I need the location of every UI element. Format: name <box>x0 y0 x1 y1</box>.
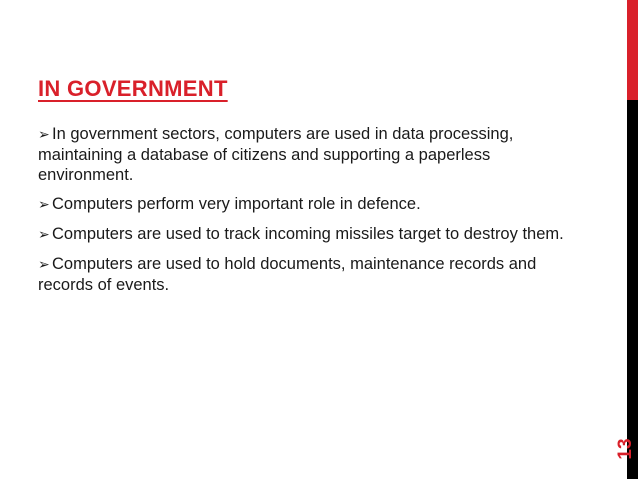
bullet-item <box>38 224 568 245</box>
bullet-list <box>38 124 568 304</box>
sidebar-dark-bar <box>627 100 638 479</box>
bullet-text: Computers are used to hold documents, maintenance records and records of events. <box>38 255 537 294</box>
slide-title: IN GOVERNMENT <box>38 76 228 101</box>
bullet-item <box>38 254 568 295</box>
sidebar-accent-bar <box>627 0 638 100</box>
arrowhead-bullet-icon: ➢ <box>38 257 50 273</box>
slide-number: 13 <box>615 438 636 460</box>
bullet-text: In government sectors, computers are used in data processing, maintaining a database of citizens and supporting a paperless environment. <box>38 125 514 184</box>
arrowhead-bullet-icon: ➢ <box>38 127 50 143</box>
arrowhead-bullet-icon: ➢ <box>38 227 50 243</box>
arrowhead-bullet-icon: ➢ <box>38 197 50 213</box>
bullet-text: Computers are used to track incoming missiles target to destroy them. <box>52 225 564 243</box>
bullet-item <box>38 124 568 185</box>
bullet-text: Computers perform very important role in defence. <box>52 195 421 213</box>
bullet-item <box>38 194 568 215</box>
